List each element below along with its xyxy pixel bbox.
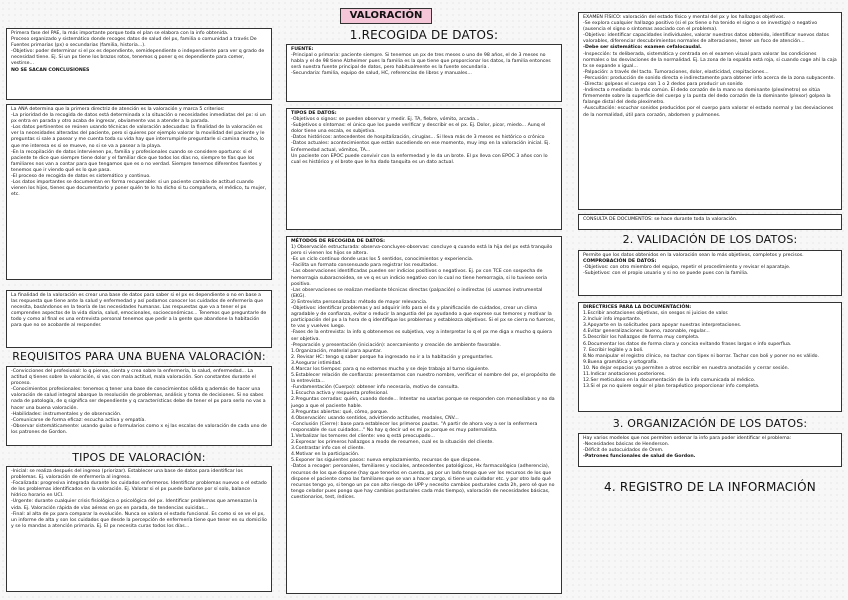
finalidad-text: La finalidad de la valoración es crear una base de datos para saber si el px es dependiente o no en base a las respuesta que tiene ante la salud y enfermedad y así podamos conocer los cuidados de enfermería que necesita, basándonos en la teoría de las necesidades humanas. Las respuestas que va a tener el px comprenden aspectos de la vida diaria, salud, emocionales, socioeconómicas... Tenemos que preguntarle de todo y como al final es una entrevista personal tenemos que pedir a la gente que abandone la habitación para que no se acobarde al responder.: [11, 293, 267, 329]
metodos-text-26: -Datos a recoger: personales, familiares y sociales, antecedentes patológicos, Hx farmacológico (adherencia), recursos de los que dispone (hay que tenerlos en cuenta, pq por un lado tengo que ver los recursos de los que dispone el paciente como las familiares que se van a hacer cargo, si tiene un cuidador etc. y por otro lado qué recursos tengo yo, si tengo un px con alto riesgo de UPP y necesito cambios posturales cada 2h, pero sé que no tengo celador pues pongo que hay cambios posturales cada más tiempo), valoración de necesidades básicas, cuestionarios, test, índices.: [291, 464, 555, 500]
metodos-text-20: -Conclusión (Cierre): base para establecer los primeros pautas. "A partir de ahora voy a ser la enfermera responsable de sus cuidados..." No hay q decir ud es mi px porque es muy paternalista.: [291, 421, 538, 433]
ana-text-5: -El proceso de recogida de datos es sistemático y continuo.: [11, 174, 151, 180]
tipos-text-1: -Inicial: se realiza después del ingreso (priorizar). Establecer una base de datos para identificar los problemas. Ej. valoración de enfermería al ingreso.: [11, 469, 243, 481]
requisitos-text-4: -Comunicarse de forma eficaz: escucha activa y empatía.: [11, 417, 146, 423]
metodos-text-4: -Las observaciones identificadas pueden ser indicios positivos o negativos. Ej. px con TCE con sospecha de hemorragia subaracnoidea, se ve q es un indicio negativo con lo cual no tiene hemorragia, si lo tuviese sería positivo.: [291, 269, 547, 287]
examen-text-1: EXAMEN FÍSICO: valoración del estado físico y mental del px y los hallazgos objetivos.: [583, 15, 785, 20]
directrices-box: [578, 302, 842, 412]
recogida-heading: 1.RECOGIDA DE DATOS:: [349, 28, 499, 42]
directrices-text-8: 8.No manipular el registro clínico, no tachar con tipex ni borrar. Tachar con boli y poner no es válido.: [583, 353, 819, 359]
tipos-datos-text-4: -Datos actuales: acontecimientos que están sucediendo en ese momento, muy imp en la valoración inicial. Ej. Enfermedad actual, vómitos, TA...: [291, 141, 550, 153]
requisitos-text-1: -Convicciones del profesional: lo q piense, sienta y crea sobre la enfermería, la salud, enfermedad... La actitud q tienes sobre la valoración, si vas con mala actitud, mala valoración. Son constantes durante el proceso.: [11, 369, 256, 387]
validacion-text-4: -Subjetivos: con el propio usuario y si no se puede pues con la familia.: [583, 271, 749, 277]
directrices-text-11: 11.Indicar anotaciones posteriores.: [583, 372, 666, 378]
requisitos-box: [6, 366, 272, 446]
registro-heading: 4. REGISTRO DE LA INFORMACIÓN: [604, 480, 816, 494]
intro-text-4: NO SE SACAN CONCLUSIONES: [11, 67, 90, 73]
metodos-text-14: 5.Establecer relación de confianza: presentarnos con nuestro nombre, verificar el nombre del px, el propósito de la entrevista...: [291, 373, 556, 385]
tipos-datos-label: TIPOS DE DATOS:: [291, 111, 337, 116]
intro-box: [6, 28, 272, 100]
tipos-text-2: -Focalizada: progresiva integrada durante los cuidados enfermeros. Identificar problemas nuevos o el estado de los problemas identificados en la valoración. Ej. Valorar si el px puede bañarse por sí solo, balance hídrico horario en UCI.: [11, 481, 267, 499]
metodos-text-12: 3.Asegurar intimidad.: [291, 360, 342, 366]
directrices-text-12: 12.Ser meticuloso en la documentación de la info comunicada al médico.: [583, 378, 756, 384]
examen-text-2: -Se explora cualquier hallazgo positivo (si el px tiene o ha tenido el signo o se investiga) o negativo (ausencia el signo o síntomas asociado con el problema).: [583, 21, 818, 33]
examen-text-4: -Debe ser sistemático: examen cefalocaudal.: [583, 45, 702, 51]
tipos-datos-text-3: -Datos históricos: antecedentes de hospitalización, cirugías... Si lleva más de 3 meses es histórico o crónico: [291, 135, 545, 141]
directrices-text-1: 1.Escribir anotaciones objetivas, sin sesgos ni juicios de valor.: [583, 311, 729, 317]
metodos-text-15: -Fundamentación (Cuerpo): obtener info necesaria, motivo de consulta.: [291, 385, 460, 391]
tipos-datos-text-5: Un paciente con EPOC puede convivir con la enfermedad y le da un brote. El px lleva con EPOC 3 años con lo cual es histórico y el brote que le ha dado tanquita es un dato actual.: [291, 153, 548, 165]
examen-text-9: -Indirecta o mediada: la más común. El dedo corazón de la mano no dominante (plexímetro) se sitúa firmemente sobre la superficie del cuerpo y la punta del dedo corazón de la dominante (plexor) golpea la falange distal del dedo plexímetro.: [583, 88, 831, 106]
metodos-box: [286, 236, 562, 594]
requisitos-heading: REQUISITOS PARA UNA BUENA VALORACIÓN:: [12, 350, 266, 363]
metodos-text-24: 4.Motivar en la participación.: [291, 452, 360, 458]
fuente-text-2: -Secundaria: familia, equipo de salud, HC, referencias de libros y manuales...: [291, 71, 472, 77]
validacion-text-1: Permite que los datos obtenidos en la valoración sean lo más objetivos, completos y precisos.: [583, 253, 804, 258]
ana-box: [6, 104, 272, 280]
metodos-text-6: 2) Entrevista personalizada: método de mayor relevancia.: [291, 299, 428, 305]
organizacion-text-4: -Patrones funcionales de salud de Gordon.: [583, 454, 696, 460]
metodos-text-1: 1) Observación estructurada: observa-concluyes-observas: concluye q cuando está la hija del px está tranquilo pero si vienen los hijos se altera.: [291, 245, 553, 257]
page-title: VALORACIÓN: [340, 8, 432, 24]
organizacion-heading: 3. ORGANIZACIÓN DE LOS DATOS:: [612, 417, 808, 430]
tipos-heading: TIPOS DE VALORACIÓN:: [72, 451, 206, 464]
metodos-text-19: 4.Observación: usando sentidos, advirtiendo actitudes, modales, CNV...: [291, 415, 459, 421]
validacion-text-2: COMPROBACIÓN DE DATOS:: [583, 259, 657, 265]
examen-text-6: -Palpación: a través del tacto. Tumoraciones, dolor, elasticidad, crepitaciones...: [583, 69, 769, 75]
directrices-text-2: 2.Incluir info importante.: [583, 317, 642, 323]
intro-text-1: Primera fase del PAE, la más importante porque toda el plan se elabora con la info obtenida.: [11, 31, 229, 36]
directrices-text-7: 7. Escribir legible y a boli.: [583, 347, 644, 353]
ana-text-3: -Los datos pertinentes se reúnen usando técnicas de valoración adecuadas: la finalidad de la valoración es ver la necesidades alteradas del paciente, pero si quieres por ejemplo valorar la movilidad del paciente y le preguntas si sale a pasear y me cuenta toda su vida hay que interrumpirle preguntarle si camina mucho, lo que me interesa es si se mueve, no si se va a pasear a la playa.: [11, 125, 265, 149]
metodos-text-16: 1.Escucha activa y respuesta profesional.: [291, 391, 389, 397]
directrices-text-9: 9.Buena gramática y ortografía.: [583, 359, 659, 365]
directrices-text-13: 13.Si el px no quiere seguir el plan terapéutico proporcionar info completa.: [583, 384, 760, 390]
requisitos-text-2: -Conocimientos profesionales: tenemos q tener una base de conocimientos sólida q además de hacer una valoración de salud integral abarque la resolución de problemas, análisis y toma de decisiones. Si no sabes nada de patología, de q significa ser dependiente y q características debe de tener el px para serlo no vas a hacer una buena valoración.: [11, 387, 266, 411]
validacion-heading: 2. VALIDACIÓN DE LOS DATOS:: [622, 233, 798, 246]
metodos-text-25: 5.Exponer las siguientes pasos: nueva emplazamiento, recursos de que dispone.: [291, 458, 481, 464]
ana-text-6: -Los datos importantes se documentan en forma recuperable: si un paciente cambia de actitud cuando vienen los hijos, tienes que documentarlo y poner quién te lo ha dicho si tu compañera, el médico, tu mujer, etc.: [11, 180, 267, 198]
organizacion-box: [578, 433, 842, 467]
consulta-text: CONSULTA DE DOCUMENTOS: se hace durante toda la valoración.: [583, 217, 738, 222]
organizacion-text-2: -Necesidades básicas de Henderson.: [583, 442, 670, 448]
metodos-text-22: 2.Expresar los primeros hallazgos a modo de resumen, cual es la situación del cliente.: [291, 440, 494, 446]
examen-box: [578, 12, 842, 210]
fuente-box: [286, 44, 562, 102]
organizacion-text-1: Hay varios modelos que nos permiten ordenar la info para poder identificar el problema:: [583, 436, 792, 441]
consulta-box: [578, 214, 842, 230]
examen-text-8: -Directa: golpeas el cuerpo con 1 o 2 dedos para producir un sonido: [583, 82, 743, 88]
metodos-text-18: 3.Preguntas abiertas: qué, cómo, porque.: [291, 409, 389, 415]
tipos-box: [6, 466, 272, 592]
fuente-text-1: -Principal o primaria: paciente siempre. Si tenemos un px de tres meses o uno de 98 años, el de 3 meses no habla y el de 98 tiene Alzheimer pues la familia es la que tiene que proporcionar los datos, la familia entonces será nuestra fuente principal de datos, pero habitualmente es la fuente secundaria .: [291, 53, 551, 71]
examen-text-3: -Objetivo: identificar capacidades individuales, valorar nuestros datos obtenido, identificar nuevos datos valorables, diferenciar descubrimientos normales de alteraciones, tener un foco de atención...: [583, 33, 829, 45]
metodos-text-5: -Las observaciones se realizan mediante técnicas directas (palpación) o indirectas (si usamos instrumental (EKG).: [291, 287, 543, 299]
fuente-label: FUENTE:: [291, 47, 314, 52]
intro-text-3: -Objetivo: poder determinar si el px es dependiente, semidependiente o independiente para ver q grado de necesidad tiene. Ej. Si un px tiene los brazos rotos, tenemos q poner q es dependiente para comer, vestirse...: [11, 49, 265, 67]
directrices-text-3: 3.Apoyarte en la solicitudes para apoyar nuestras interpretaciones.: [583, 323, 742, 329]
tipos-text-3: -Urgente: durante cualquier crisis fisiológica o psicológica del px. Identificar problemas que amenazan la vida. Ej. Valoración rápida de vías aéreas en px en parada, de tendencias suicidas...: [11, 499, 258, 511]
metodos-text-17: 2.Preguntas cerradas: quién, cuando donde... Intentar no usarlas porque se responden con monosílabos y no da juego a que el paciente hable.: [291, 397, 555, 409]
metodos-text-23: 3.Contrastar info con el cliente.: [291, 446, 365, 452]
tipos-text-4: -Final: al alta de px para comparar la evolución. Nunca se valora el estado funcional. Es como si se ve el px, un informe de alta y son los cuidados que desde la percepción de enfermería tiene que tener en su domicilio y se lo mandas a atención primaria. Ej. El px necesita curas todos los días...: [11, 511, 267, 529]
metodos-text-7: -Objetivos: identificar problemas y así adquirir info para el dx y planificación de cuidados, crear un clima agradable y de confianza, evitar o reducir la angustia del px ayudando a que exprese sus temores y motivar la participación del px a la hora de q identifique los problemas y establezca objetivos. Si el px se cierra no fuerces, te vas y vuelves luego.: [291, 306, 556, 330]
tipos-datos-text-2: -Subjetivos o síntomas: el único que los puede verificar y describir es el px. Ej. Dolor, picor, miedo... Aunq el dolor tiene una escala, es subjetiva.: [291, 123, 546, 135]
directrices-text-5: 5.Describir los hallazgos de forma muy completa.: [583, 335, 700, 341]
directrices-text-4: 4.Evitar generalizaciones: bueno, razonable, regular...: [583, 329, 710, 335]
directrices-text-10: 10. No dejar espacios ya permiten a otros escribir en nuestra anotación y cerrar sesión.: [583, 365, 790, 371]
directrices-text-6: 6.Documentar los datos de forma clara y concisa evitando frases largas e info superflua.: [583, 341, 792, 347]
metodos-text-13: 4.Marcar los tiempos: para q no estemos mucho y se deje trabajo al turno siguiente.: [291, 366, 490, 372]
ana-text-2: -La prioridad de la recogida de datos está determinada x la situación o necesidades inmediatas del px: si un px entra en parada y otro acaba de ingresar, obviamente vas a atender a la parada.: [11, 113, 266, 125]
directrices-label: DIRECTRICES PARA LA DOCUMENTACIÓN:: [583, 305, 692, 310]
validacion-box: [578, 250, 842, 296]
examen-text-5: -Inspección: tx deliberada, sistemática y centrada en el examen visual para valorar las condiciones normales o las desviaciones de la normalidad. Ej. La zona de la espalda está roja, si cuando coge ahí la caja tx se expande x igual...: [583, 51, 837, 69]
ana-text-4: -En la recopilación de datos intervienen px, familia y profesionales cuando se considere oportuno: si el paciente te dice que siempre tiene dolor y el familiar dice que todos los días no, siempre te fías que los familiares nos van a contar para que tengamos que es o no verdad. Siempre tenemos diferentes fuentes y tenemos que ir viendo qué es lo que pasa.: [11, 149, 262, 173]
examen-text-7: -Percusión: producción de sonido directa e indirectamente para obtener info acerca de la zona subyacente.: [583, 75, 835, 81]
tipos-datos-box: [286, 108, 562, 230]
metodos-text-21: 1.Verbalizar los temores del cliente: veo q está preocupado...: [291, 434, 435, 439]
organizacion-text-3: -Déficit de autocuidados de Orem.: [583, 448, 664, 454]
finalidad-box: [6, 290, 272, 348]
metodos-text-11: 2. Revisar HC: tengo q saber porque ha ingresado no ir a la habitación y preguntarles.: [291, 354, 494, 360]
metodos-text-9: -Preparación y presentación (iniciación): acercamiento y creación de ambiente favorable.: [291, 342, 501, 348]
tipos-datos-text-1: -Objetivos o signos: se pueden observar y medir. Ej. TA, fiebre, vómito, arcada...: [291, 117, 480, 123]
metodos-text-10: 1.Organización, material para apuntar.: [291, 348, 382, 354]
metodos-text-8: -Fases de la entrevista: la info q obtenemos es subjetiva, voy a interpretar lo q el px me diga x mucho q quiera ser objetiva.: [291, 330, 552, 342]
intro-text-2: Proceso organizado y sistemático donde recoges datos de salud del px, familia o comunidad a través De Fuentes primarias (px) o secundarias (familia, historia...).: [11, 37, 257, 49]
examen-text-10: -Auscultación: escuchar sonidos producidos por el cuerpo para valorar el estado normal y las desviaciones de la normalidad, útil para corazón, abdomen y pulmones.: [583, 106, 834, 118]
validacion-text-3: -Objetivos: con otro miembro del equipo, repetir el procedimiento y revisar el aparataje.: [583, 265, 791, 271]
metodos-label: MÉTODOS DE RECOGIDA DE DATOS:: [291, 239, 385, 244]
metodos-text-3: -Facilita un formato consensuado para registrar los resultados.: [291, 263, 438, 269]
metodos-text-2: -Es un ciclo continuo donde usas los 5 sentidos, conocimientos y experiencia.: [291, 257, 474, 263]
requisitos-text-5: -Observar sistemáticamente: usando guías o formularios como x ej las escalas de valoración de cada uno de los patrones de Gordon.: [11, 423, 267, 435]
ana-text-1: La ANA determina que la primera directriz de atención es la valoración y marca 5 criterios:: [11, 107, 225, 112]
requisitos-text-3: -Habilidades: instrumentales y de observación.: [11, 411, 122, 417]
